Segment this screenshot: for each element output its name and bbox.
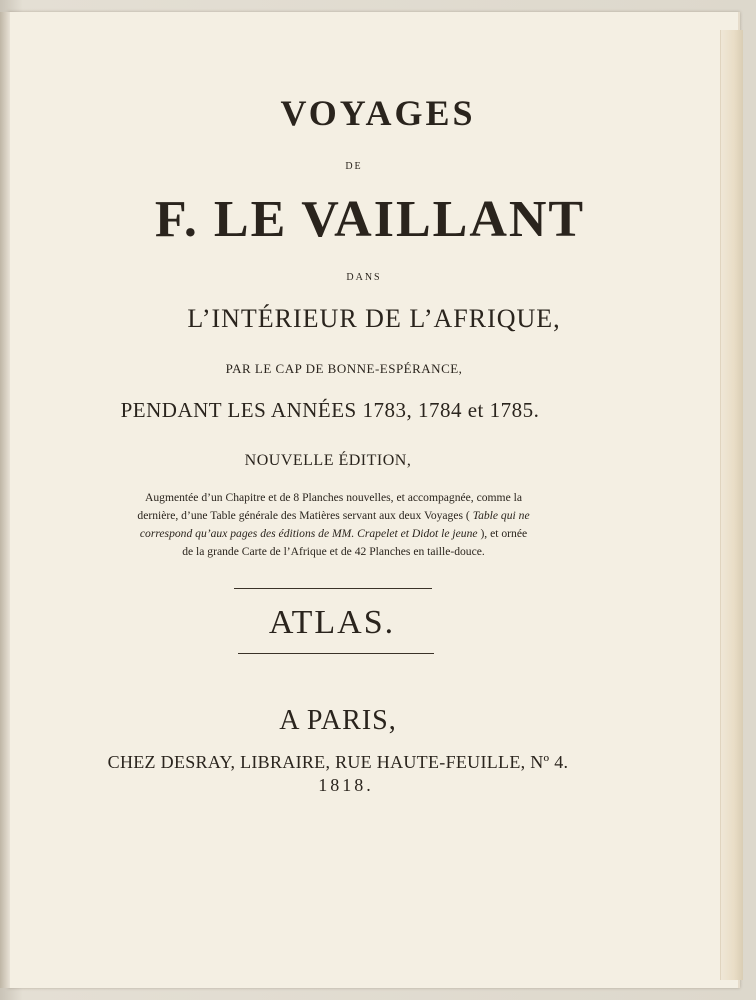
travel-route: PAR LE CAP DE BONNE-ESPÉRANCE,: [225, 361, 463, 376]
page-fore-edge: [720, 30, 743, 980]
book-binding-edge: [0, 12, 10, 988]
edition-statement: NOUVELLE ÉDITION,: [244, 452, 412, 469]
publication-year: 1818.: [318, 775, 374, 795]
description-line: Augmentée d’un Chapitre et de 8 Planches nouvelles, et accompagnée, comme la: [145, 491, 522, 504]
volume-title: ATLAS.: [268, 604, 396, 641]
author-name: F. LE VAILLANT: [154, 191, 586, 248]
description-line: dernière, d’une Table générale des Matières servant aux deux Voyages ( Table qui ne: [137, 509, 530, 522]
rule-below-atlas: [238, 653, 434, 654]
travel-years: PENDANT LES ANNÉES 1783, 1784 et 1785.: [120, 398, 540, 422]
book-subject: L’INTÉRIEUR DE L’AFRIQUE,: [187, 304, 561, 333]
publisher-imprint: CHEZ DESRAY, LIBRAIRE, RUE HAUTE-FEUILLE, Nº 4.: [107, 752, 569, 772]
edition-description: [86, 489, 581, 561]
description-line: de la grande Carte de l’Afrique et de 42 Planches en taille-douce.: [182, 545, 485, 558]
rule-above-atlas: [234, 588, 432, 589]
title-connector-de: DE: [345, 161, 363, 172]
book-title: VOYAGES: [280, 93, 476, 133]
publication-place: A PARIS,: [279, 705, 397, 736]
description-line: correspond qu’aux pages des éditions de MM. Crapelet et Didot le jeune ), et ornée: [139, 527, 528, 540]
title-connector-dans: DANS: [346, 272, 382, 283]
